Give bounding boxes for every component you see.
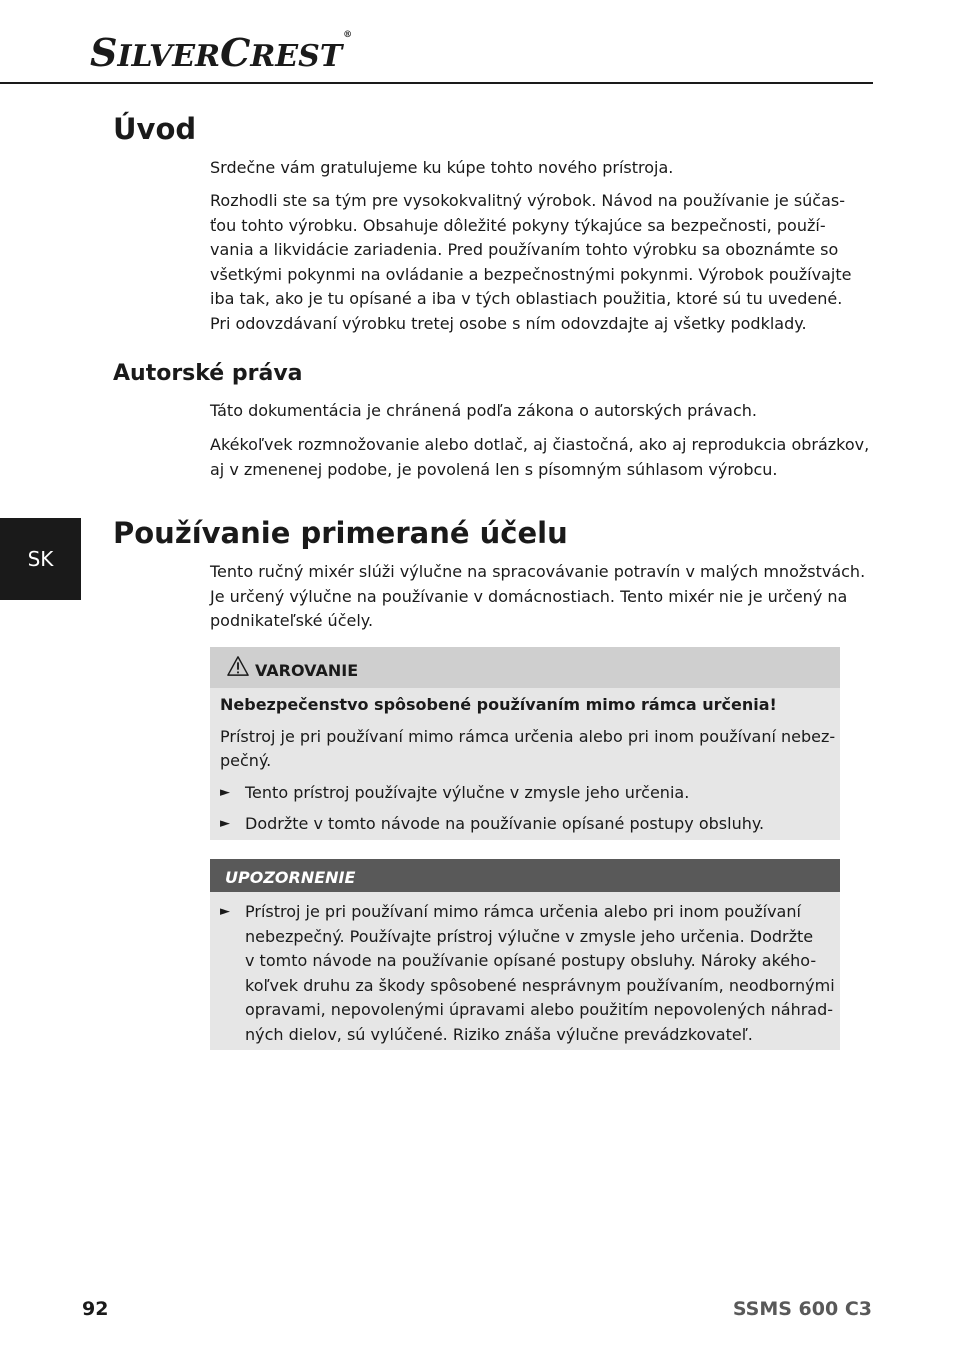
notice-box: [210, 859, 840, 1050]
silvercrest-logo: SILVERCREST®: [90, 30, 353, 75]
language-tab: SK: [0, 518, 81, 600]
warning-subtitle: Nebezpečenstvo spôsobené používaním mimo rámca určenia!: [220, 695, 777, 714]
intro-details-paragraph: Rozhodli ste sa tým pre vysokokvalitný výrobok. Návod na používanie je súčas- ťou tohto výrobku. Obsahuje dôležité pokyny týkajúce sa bezpečnosti, použí- vania a likvidácie zariadenia. Pred používaním tohto výrobku sa oboznámte so všetkými pokynmi na ovládanie a bezpečnostnými pokynmi. Výrobok používajte iba tak, ako je tu opísané a iba v tých oblastiach použitia, ktoré sú tu uvedené. Pri odovzdávaní výrobku tretej osobe s ním odovzdajte aj všetky podklady.: [210, 191, 852, 333]
warning-bullet: ► Tento prístroj používajte výlučne v zmysle jeho určenia.: [220, 781, 830, 806]
intro-paragraph: Srdečne vám gratulujeme ku kúpe tohto nového prístroja.: [210, 158, 674, 177]
intended-use-paragraph: Tento ručný mixér slúži výlučne na spracovávanie potravín v malých množstvách. Je určený výlučne na používanie v domácnostiach. Tento mixér nie je určený na podnikateľské účely.: [210, 562, 866, 631]
copyright-details-paragraph: Akékoľvek rozmnožovanie alebo dotlač, aj čiastočná, ako aj reprodukcia obrázkov, aj v zmenenej podobe, je povolená len s písomným súhlasom výrobcu.: [210, 435, 870, 479]
header-rule: [0, 82, 873, 84]
warning-header: [210, 647, 840, 688]
section-title-copyright: Autorské práva: [113, 361, 303, 386]
warning-bullet: ► Dodržte v tomto návode na používanie opísané postupy obsluhy.: [220, 812, 830, 837]
warning-triangle-icon: [227, 655, 249, 677]
page-number: 92: [82, 1298, 109, 1320]
bullet-arrow-icon: ►: [220, 816, 230, 832]
warning-box: [210, 647, 840, 840]
copyright-paragraph: Táto dokumentácia je chránená podľa zákona o autorských právach.: [210, 401, 757, 420]
model-number: SSMS 600 C3: [732, 1298, 872, 1320]
section-title-uvod: Úvod: [113, 112, 197, 146]
bullet-arrow-icon: ►: [220, 784, 230, 800]
warning-title: VAROVANIE: [255, 661, 359, 680]
notice-bullet: ► Prístroj je pri používaní mimo rámca určenia alebo pri inom používaní nebezpečný. Používajte prístroj výlučne v zmysle jeho určenia. Dodržte v tomto návode na používanie opísané postupy obsluhy. Nároky akého- koľvek druhu za škody spôsobené nesprávnym používaním, neodbornými opravami, nepovolenými úpravami alebo použitím nepovolených náhrad- ných dielov, sú vylúčené. Riziko znáša výlučne prevádzkovateľ.: [220, 902, 835, 1044]
notice-header: UPOZORNENIE: [210, 859, 840, 892]
notice-body: [220, 900, 835, 1048]
section-title-intended-use: Používanie primerané účelu: [113, 516, 568, 550]
warning-body: [220, 693, 836, 837]
bullet-arrow-icon: ►: [220, 904, 230, 919]
warning-text: Prístroj je pri používaní mimo rámca určenia alebo pri inom používaní nebez- pečný.: [220, 726, 836, 771]
